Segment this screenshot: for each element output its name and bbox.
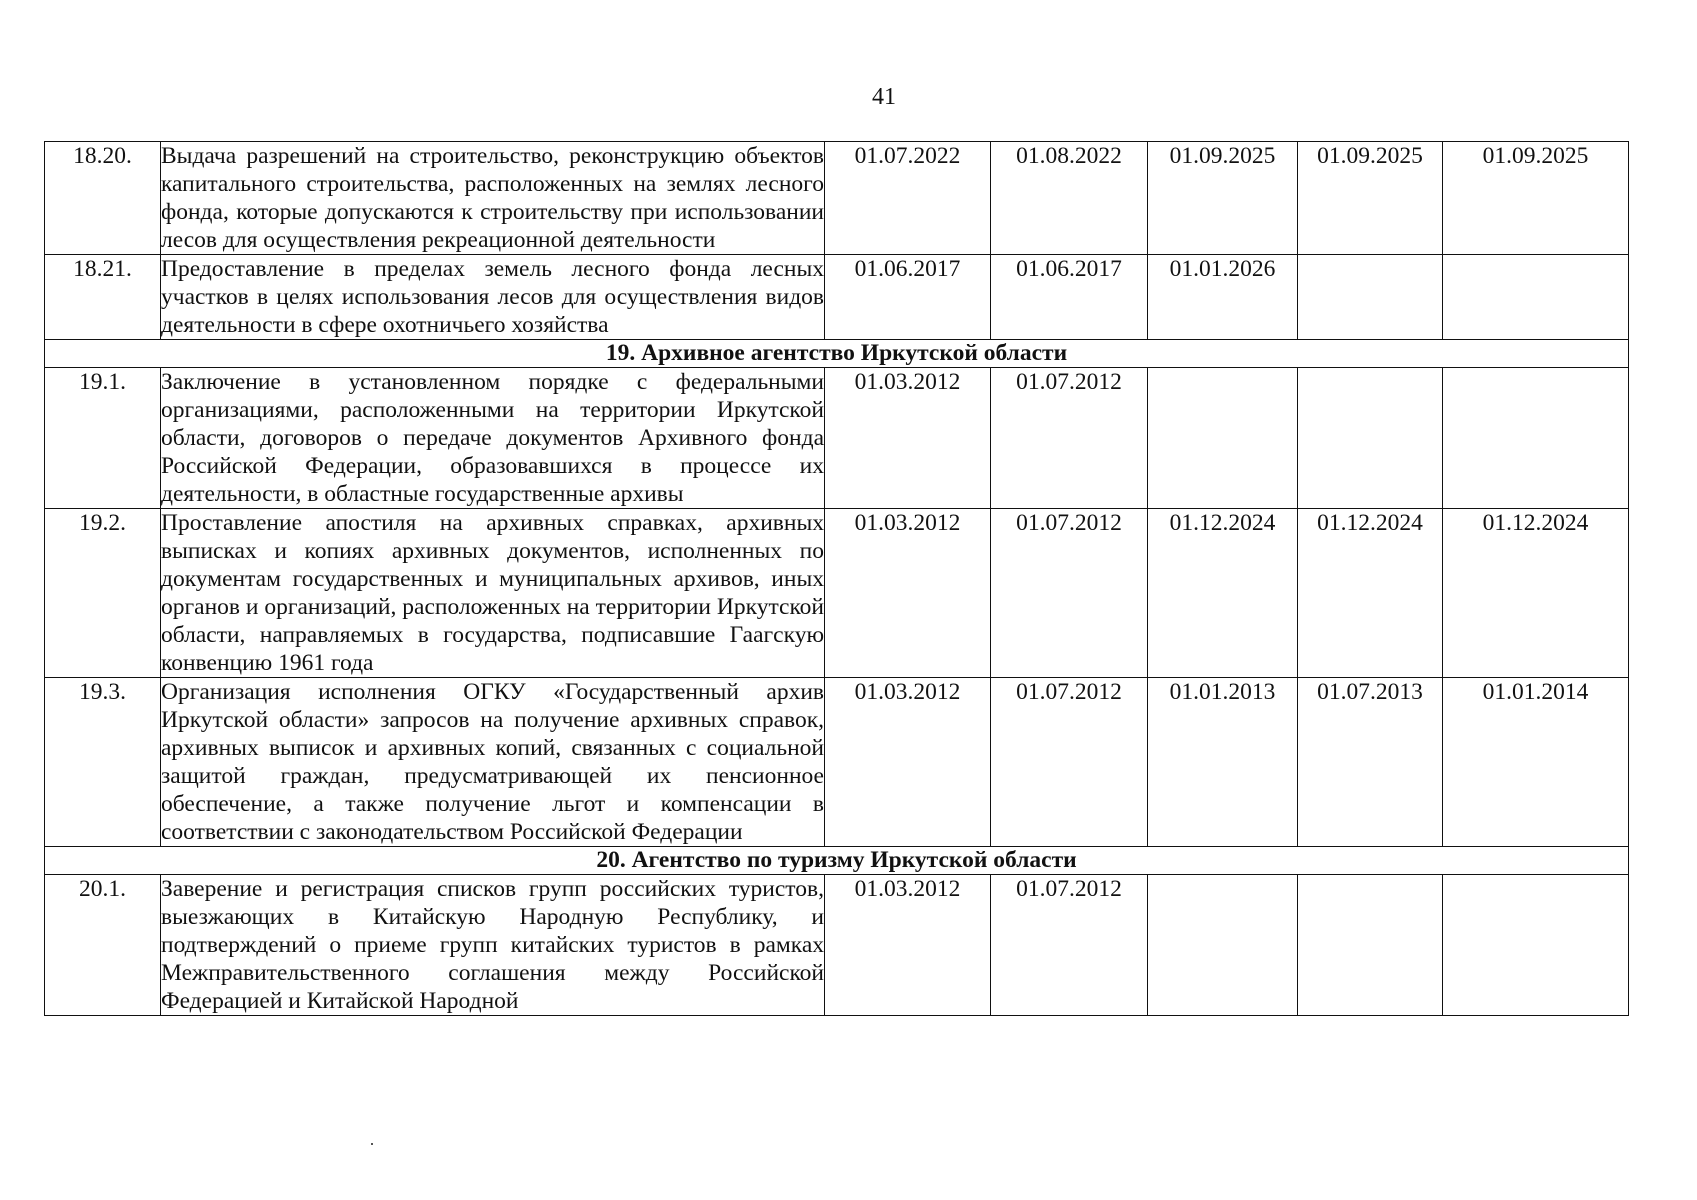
item-description: Проставление апостиля на архивных справках, архивных выписках и копиях архивных документов, исполненных по документам государственных и муниципальных архивов, иных органов и организаций, расположенных на территории Иркутской области, направляемых в государства, подписавшие Гаагскую конвенцию 1961 года — [161, 510, 824, 676]
table-row — [45, 142, 1629, 255]
date-cell — [1298, 255, 1443, 340]
date-cell: 01.03.2012 — [825, 368, 991, 509]
date-cell: 01.03.2012 — [825, 509, 991, 678]
page-number: 41 — [872, 84, 896, 110]
item-number: 19.1. — [45, 368, 161, 509]
item-description: Заверение и регистрация списков групп российских туристов, выезжающих в Китайскую Народную Республику, и подтверждений о приеме групп китайских туристов в рамках Межправительственного соглашения между Российской Федерацией и Китайской Народной — [161, 876, 824, 1014]
date-cell: 01.07.2012 — [991, 875, 1148, 1016]
date-cell: 01.12.2024 — [1443, 509, 1629, 678]
date-cell — [1298, 875, 1443, 1016]
item-description: Организация исполнения ОГКУ «Государственный архив Иркутской области» запросов на получение архивных справок, архивных выписок и архивных копий, связанных с социальной защитой граждан, предусматривающей их пенсионное обеспечение, а также получение льгот и компенсации в соответствии с законодательством Российской Федерации — [161, 679, 824, 845]
date-cell: 01.12.2024 — [1148, 509, 1298, 678]
section-title: 19. Архивное агентство Иркутской области — [45, 340, 1629, 368]
section-header-row — [45, 847, 1629, 875]
date-cell: 01.09.2025 — [1443, 142, 1629, 255]
date-cell: 01.03.2012 — [825, 678, 991, 847]
date-cell — [1443, 255, 1629, 340]
scan-speck — [371, 1143, 373, 1145]
item-description: Предоставление в пределах земель лесного фонда лесных участков в целях использования лесов для осуществления видов деятельности в сфере охотничьего хозяйства — [161, 256, 824, 338]
date-cell: 01.07.2012 — [991, 368, 1148, 509]
services-table — [44, 141, 1629, 1016]
item-number: 19.2. — [45, 509, 161, 678]
date-cell: 01.09.2025 — [1298, 142, 1443, 255]
date-cell: 01.07.2012 — [991, 509, 1148, 678]
date-cell — [1148, 875, 1298, 1016]
section-title: 20. Агентство по туризму Иркутской области — [45, 847, 1629, 875]
date-cell: 01.08.2022 — [991, 142, 1148, 255]
item-description: Заключение в установленном порядке с федеральными организациями, расположенными на территории Иркутской области, договоров о передаче документов Архивного фонда Российской Федерации, образовавшихся в процессе их деятельности, в областные государственные архивы — [161, 369, 824, 507]
date-cell: 01.12.2024 — [1298, 509, 1443, 678]
date-cell: 01.07.2012 — [991, 678, 1148, 847]
date-cell — [1443, 368, 1629, 509]
item-number: 20.1. — [45, 875, 161, 1016]
item-number: 19.3. — [45, 678, 161, 847]
date-cell: 01.06.2017 — [825, 255, 991, 340]
table-row — [45, 509, 1629, 678]
date-cell: 01.09.2025 — [1148, 142, 1298, 255]
date-cell: 01.07.2013 — [1298, 678, 1443, 847]
date-cell: 01.07.2022 — [825, 142, 991, 255]
date-cell: 01.03.2012 — [825, 875, 991, 1016]
section-header-row — [45, 340, 1629, 368]
date-cell: 01.01.2026 — [1148, 255, 1298, 340]
date-cell — [1443, 875, 1629, 1016]
item-number: 18.20. — [45, 142, 161, 255]
date-cell: 01.01.2013 — [1148, 678, 1298, 847]
table-row — [45, 255, 1629, 340]
table-row — [45, 368, 1629, 509]
date-cell — [1298, 368, 1443, 509]
date-cell: 01.06.2017 — [991, 255, 1148, 340]
item-number: 18.21. — [45, 255, 161, 340]
table-row — [45, 678, 1629, 847]
date-cell: 01.01.2014 — [1443, 678, 1629, 847]
table-row — [45, 875, 1629, 1016]
date-cell — [1148, 368, 1298, 509]
item-description: Выдача разрешений на строительство, реконструкцию объектов капитального строительства, расположенных на землях лесного фонда, которые допускаются к строительству при использовании лесов для осуществления рекреационной деятельности — [161, 143, 824, 253]
